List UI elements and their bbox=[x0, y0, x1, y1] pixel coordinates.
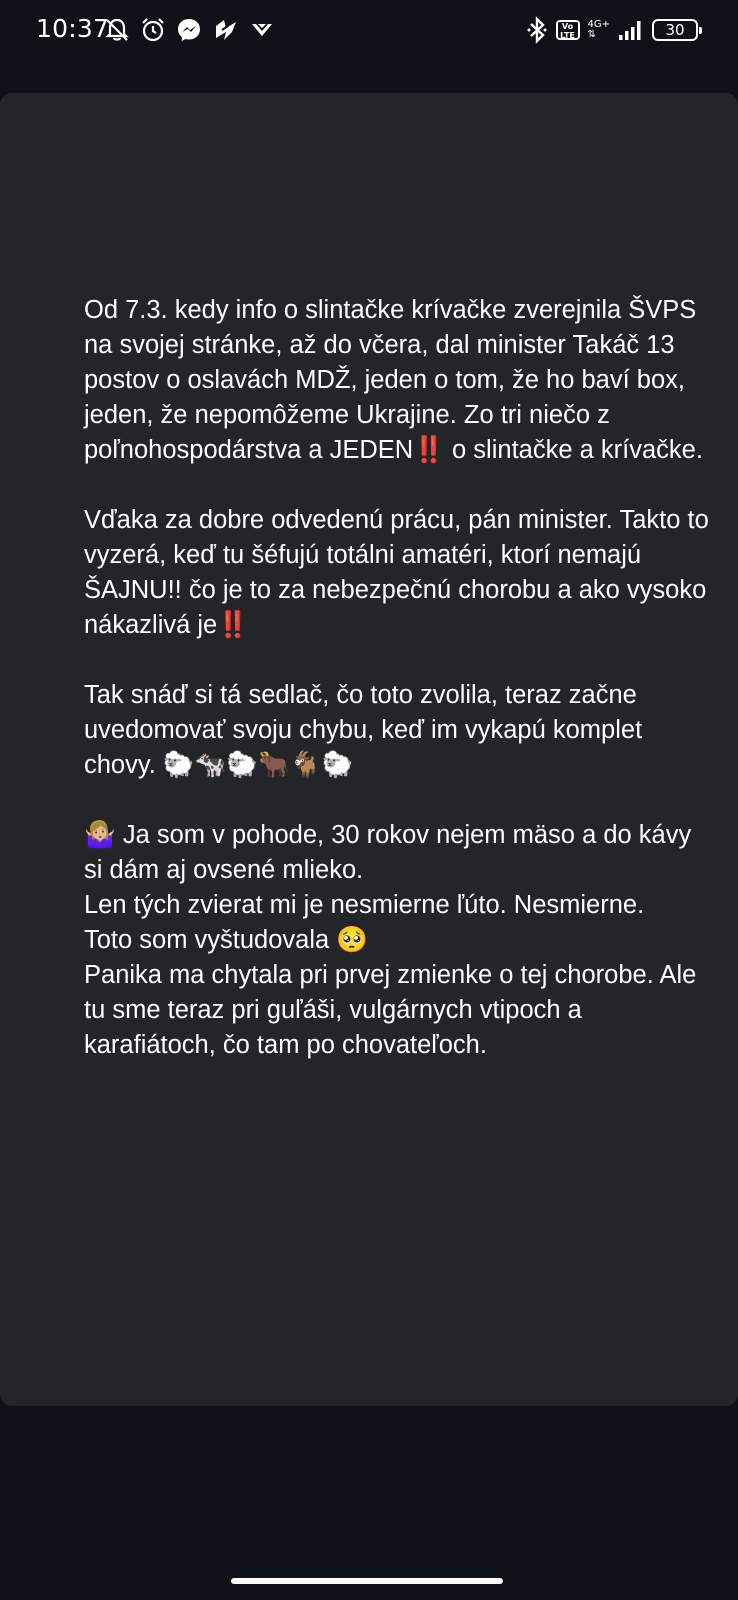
volte-icon: Vo LTE bbox=[556, 20, 580, 40]
home-indicator[interactable] bbox=[231, 1578, 503, 1584]
alarm-icon bbox=[140, 17, 166, 43]
app-icon bbox=[212, 18, 240, 42]
notification-icons bbox=[104, 15, 274, 45]
battery-level: 30 bbox=[665, 21, 685, 39]
network-4g-icon: 4G+ ⇅ bbox=[587, 19, 610, 40]
messenger-icon bbox=[176, 17, 202, 43]
story-card[interactable] bbox=[0, 93, 738, 1406]
battery-icon bbox=[652, 19, 698, 41]
signal-app-icon bbox=[250, 20, 274, 40]
system-icons bbox=[526, 15, 699, 45]
story-text: Od 7.3. kedy info o slintačke krívačke zverejnila ŠVPS na svojej stránke, až do včera, dal minister Takáč 13 postov o oslavách MDŽ, jeden o tom, že ho baví box, jeden, že nepomôžeme Ukrajine. Zo tri niečo z poľnohospodárstva a JEDEN‼️ o slintačke a krívačke. Vďaka za dobre odvedenú prácu, pán minister. Takto to vyzerá, keď tu šéfujú totálni amatéri, ktorí nemajú ŠAJNU!! čo je to za nebezpečnú chorobu a ako vysoko nákazlivá je‼️ Tak snáď si tá sedlač, čo toto zvolila, teraz začne uvedomovať svoju chybu, keď im vykapú komplet chovy. 🐑🐄🐑🐂🐐🐑 🤷🏼‍♀️ Ja som v pohode, 30 rokov nejem mäso a do kávy si dám aj ovsené mlieko. Len tých zvierat mi je nesmierne ľúto. Nesmierne. Toto som vyštudovala 🥺 Panika ma chytala pri prvej zmienke o tej chorobe. Ale tu sme teraz pri guľáši, vulgárnych vtipoch a karafiátoch, čo tam po chovateľoch. bbox=[84, 296, 709, 1059]
signal-bars-icon bbox=[618, 19, 644, 41]
status-bar bbox=[0, 0, 738, 58]
network-label: 4G+ bbox=[587, 19, 610, 30]
clock: 10:37 bbox=[36, 14, 110, 43]
bell-off-icon bbox=[104, 17, 130, 43]
bluetooth-icon bbox=[526, 16, 548, 44]
